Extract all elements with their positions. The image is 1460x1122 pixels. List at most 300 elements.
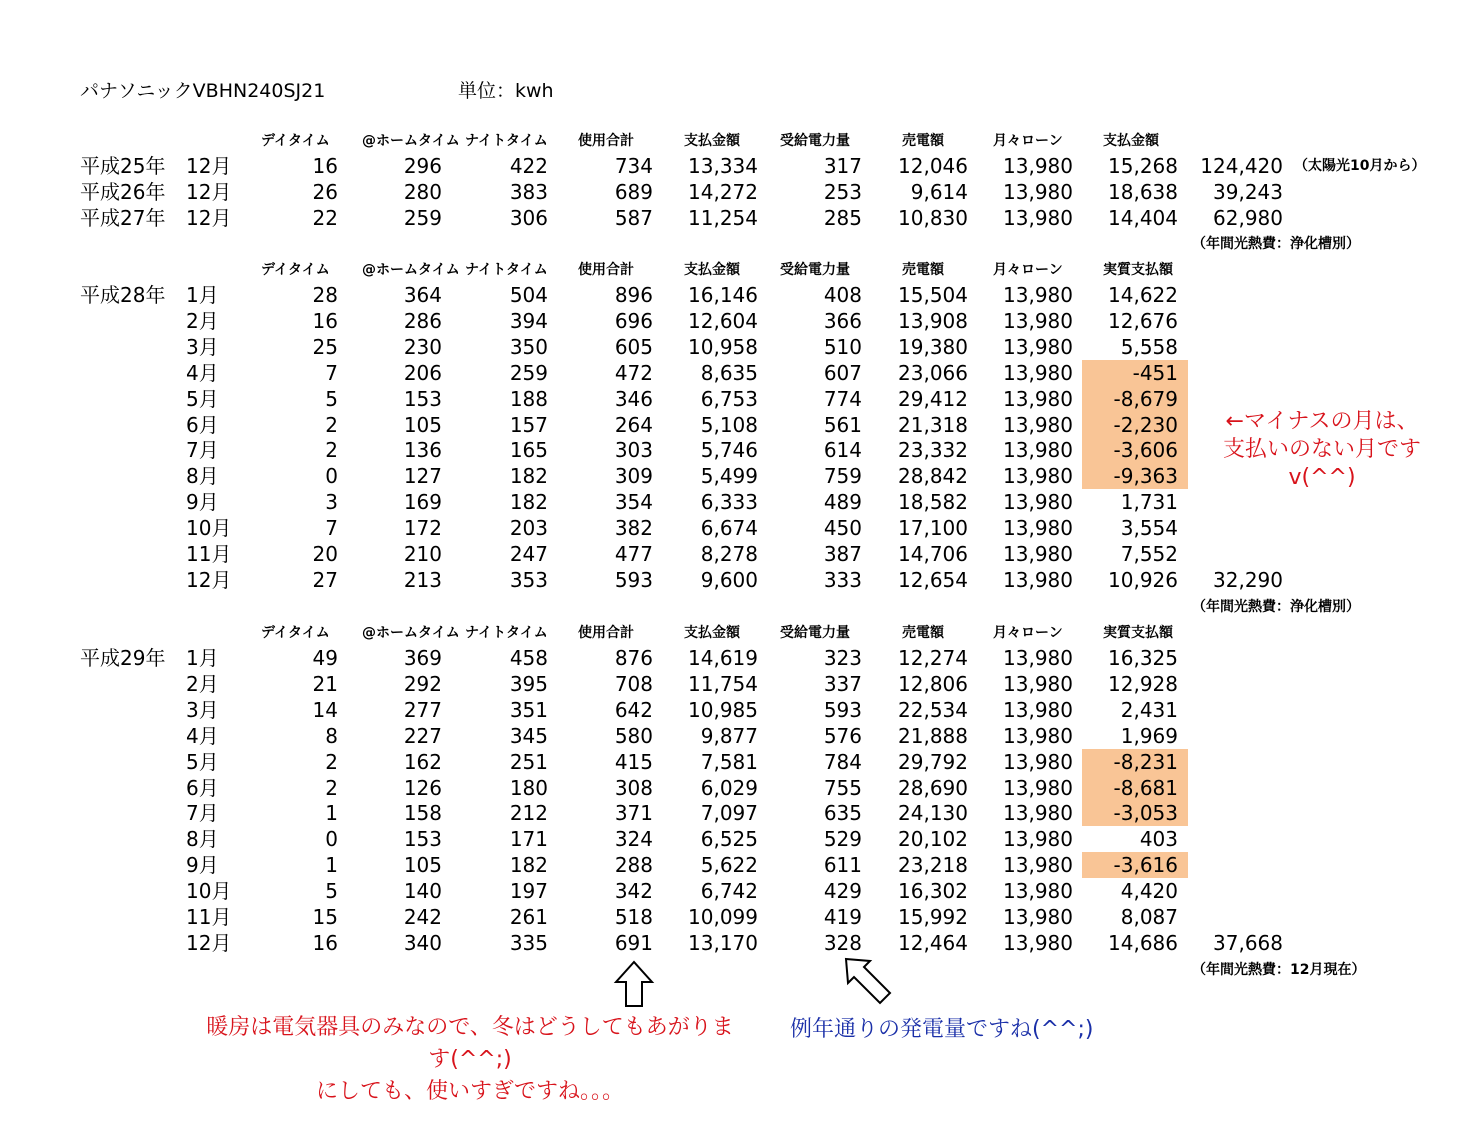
unit-label: 単位：kwh <box>458 80 554 102</box>
table-cell: -3,616 <box>1082 852 1188 878</box>
table-row <box>0 153 1460 179</box>
table-cell: 1,969 <box>1120 723 1178 748</box>
table-cell: 10,958 <box>688 334 758 359</box>
table-cell: 105 <box>403 853 442 878</box>
annual-cost-note: （年間光熱費：浄化槽別） <box>1192 236 1360 252</box>
table-cell: 328 <box>823 930 862 955</box>
table-cell: 9,877 <box>700 723 758 748</box>
table-cell: 16 <box>312 154 338 178</box>
generation-annotation: 例年通りの発電量ですね(^^;) <box>790 1017 1094 1042</box>
table-header-c <box>0 622 1460 644</box>
table-cell: 13,980 <box>1003 879 1073 904</box>
month-label: 5月 <box>186 749 219 774</box>
table-cell: 126 <box>403 775 442 800</box>
table-cell: 876 <box>614 646 653 670</box>
table-row <box>0 826 1460 852</box>
table-cell: 165 <box>509 438 548 463</box>
table-cell: 13,980 <box>1003 360 1073 385</box>
table-cell: 7,097 <box>700 801 758 826</box>
table-cell: 182 <box>509 464 548 489</box>
table-cell: 561 <box>823 412 862 437</box>
table-cell: 12,604 <box>688 308 758 333</box>
row-note: （太陽光10月から） <box>1294 158 1426 174</box>
column-header: 売電額 <box>902 625 944 641</box>
table-cell: 13,980 <box>1003 179 1073 204</box>
table-cell: 213 <box>403 567 442 592</box>
table-cell: 593 <box>823 697 862 722</box>
table-cell: 14,272 <box>688 179 758 204</box>
table-cell: -3,053 <box>1082 800 1188 826</box>
table-cell: 169 <box>403 490 442 515</box>
table-cell: 6,753 <box>700 386 758 411</box>
table-cell: 7,581 <box>700 749 758 774</box>
table-cell: 20,102 <box>898 827 968 852</box>
table-cell: 251 <box>509 749 548 774</box>
month-label: 10月 <box>186 879 232 904</box>
table-cell: -3,606 <box>1082 437 1188 463</box>
column-header: デイタイム <box>261 262 330 278</box>
table-cell: 364 <box>403 283 442 307</box>
column-header: 支払金額 <box>684 625 740 641</box>
table-cell: 27 <box>312 567 338 592</box>
table-cell: 12,654 <box>898 567 968 592</box>
table-row <box>0 282 1460 308</box>
table-cell: 247 <box>509 542 548 566</box>
table-cell: -8,681 <box>1082 775 1188 801</box>
table-cell: 472 <box>614 360 653 385</box>
column-header: @ホームタイム <box>362 625 460 641</box>
table-cell: 366 <box>823 308 862 333</box>
table-cell: 23,332 <box>898 438 968 463</box>
table-cell: 13,980 <box>1003 775 1073 800</box>
table-cell: 13,980 <box>1003 386 1073 411</box>
table-cell: 13,980 <box>1003 905 1073 929</box>
table-cell: 576 <box>823 723 862 748</box>
table-cell: 29,792 <box>898 749 968 774</box>
month-label: 6月 <box>186 775 219 800</box>
table-cell: 14 <box>312 697 338 722</box>
table-cell: 8 <box>325 723 338 748</box>
table-row <box>0 515 1460 541</box>
table-cell: 23,218 <box>898 853 968 878</box>
table-cell: 784 <box>823 749 862 774</box>
table-cell: 689 <box>614 179 653 204</box>
table-cell: 182 <box>509 853 548 878</box>
table-cell: 896 <box>614 283 653 307</box>
month-label: 9月 <box>186 490 219 515</box>
table-cell: 13,980 <box>1003 801 1073 826</box>
table-cell: 408 <box>823 283 862 307</box>
table-cell: 371 <box>614 801 653 826</box>
table-cell: 12,806 <box>898 671 968 696</box>
table-cell: 2,431 <box>1120 697 1178 722</box>
month-label: 5月 <box>186 386 219 411</box>
table-cell: 5,746 <box>700 438 758 463</box>
table-row <box>0 360 1460 386</box>
table-cell: 162 <box>403 749 442 774</box>
table-cell: 16,325 <box>1108 646 1178 670</box>
table-cell: 734 <box>614 154 653 178</box>
year-label: 平成26年 <box>80 179 166 204</box>
table-cell: 153 <box>403 827 442 852</box>
annual-cost-value: 39,243 <box>1213 179 1283 204</box>
table-cell: 394 <box>509 308 548 333</box>
table-cell: 253 <box>823 179 862 204</box>
table-cell: 333 <box>823 567 862 592</box>
diagonal-arrow-icon <box>842 955 894 1007</box>
table-cell: 10,099 <box>688 905 758 929</box>
column-header: 使用合計 <box>578 625 634 641</box>
table-cell: 14,706 <box>898 542 968 566</box>
table-cell: 1 <box>325 801 338 826</box>
column-header: 売電額 <box>902 133 944 149</box>
table-cell: 21,318 <box>898 412 968 437</box>
table-cell: 24,130 <box>898 801 968 826</box>
table-cell: -9,363 <box>1082 463 1188 489</box>
table-cell: 10,830 <box>898 205 968 230</box>
table-cell: 23,066 <box>898 360 968 385</box>
table-row <box>0 334 1460 360</box>
column-header: ナイトタイム <box>465 133 548 149</box>
table-cell: 259 <box>509 360 548 385</box>
table-cell: 350 <box>509 334 548 359</box>
table-cell: 29,412 <box>898 386 968 411</box>
column-header: 実質支払額 <box>1103 262 1173 278</box>
table-cell: 2 <box>325 749 338 774</box>
table-cell: 17,100 <box>898 516 968 541</box>
table-cell: 691 <box>614 930 653 955</box>
month-label: 3月 <box>186 334 219 359</box>
table-cell: 369 <box>403 646 442 670</box>
annual-cost-value: 32,290 <box>1213 567 1283 592</box>
table-cell: 14,404 <box>1108 205 1178 230</box>
table-cell: 382 <box>614 516 653 541</box>
annual-cost-note: （年間光熱費：浄化槽別） <box>1192 599 1360 615</box>
month-label: 12月 <box>186 930 232 955</box>
table-header-a <box>0 130 1460 152</box>
table-cell: 242 <box>403 905 442 929</box>
table-cell: 8,635 <box>700 360 758 385</box>
table-cell: 317 <box>823 154 862 178</box>
table-cell: 5,499 <box>700 464 758 489</box>
table-cell: 13,980 <box>1003 438 1073 463</box>
table-cell: 28,690 <box>898 775 968 800</box>
table-cell: 324 <box>614 827 653 852</box>
table-cell: 489 <box>823 490 862 515</box>
table-cell: 11,254 <box>688 205 758 230</box>
table-cell: 611 <box>823 853 862 878</box>
table-cell: 21 <box>312 671 338 696</box>
table-cell: 15,504 <box>898 283 968 307</box>
table-cell: 337 <box>823 671 862 696</box>
table-cell: 136 <box>403 438 442 463</box>
table-cell: 458 <box>509 646 548 670</box>
table-row <box>0 749 1460 775</box>
month-label: 3月 <box>186 697 219 722</box>
column-header: 実質支払額 <box>1103 625 1173 641</box>
table-cell: 13,170 <box>688 930 758 955</box>
table-cell: 7 <box>325 516 338 541</box>
table-cell: 383 <box>509 179 548 204</box>
annual-cost-value: 62,980 <box>1213 205 1283 230</box>
table-cell: 340 <box>403 930 442 955</box>
table-cell: 188 <box>509 386 548 411</box>
table-row <box>0 930 1460 956</box>
table-row <box>0 489 1460 515</box>
table-row <box>0 904 1460 930</box>
column-header: 月々ローン <box>993 262 1063 278</box>
table-row <box>0 800 1460 826</box>
table-cell: 13,980 <box>1003 205 1073 230</box>
heating-annotation <box>200 1012 740 1108</box>
table-cell: 16 <box>312 930 338 955</box>
table-header-b <box>0 259 1460 281</box>
table-cell: 153 <box>403 386 442 411</box>
month-label: 12月 <box>186 205 232 230</box>
table-cell: 13,980 <box>1003 853 1073 878</box>
table-cell: 180 <box>509 775 548 800</box>
table-row <box>0 205 1460 231</box>
month-label: 7月 <box>186 438 219 463</box>
table-cell: 13,980 <box>1003 697 1073 722</box>
table-cell: 13,980 <box>1003 154 1073 178</box>
table-cell: 127 <box>403 464 442 489</box>
table-cell: 158 <box>403 801 442 826</box>
table-cell: 15,268 <box>1108 154 1178 178</box>
table-cell: 3,554 <box>1120 516 1178 541</box>
table-row <box>0 878 1460 904</box>
table-row <box>0 697 1460 723</box>
table-cell: 353 <box>509 567 548 592</box>
table-cell: 13,980 <box>1003 749 1073 774</box>
table-cell: 14,686 <box>1108 930 1178 955</box>
table-cell: 5,622 <box>700 853 758 878</box>
table-cell: 16,302 <box>898 879 968 904</box>
month-label: 1月 <box>186 646 219 670</box>
table-cell: 335 <box>509 930 548 955</box>
month-label: 12月 <box>186 567 232 592</box>
table-cell: 210 <box>403 542 442 566</box>
column-header: 月々ローン <box>993 133 1063 149</box>
month-label: 11月 <box>186 542 232 566</box>
table-cell: 10,985 <box>688 697 758 722</box>
table-cell: 21,888 <box>898 723 968 748</box>
table-cell: 12,464 <box>898 930 968 955</box>
table-cell: 182 <box>509 490 548 515</box>
table-cell: 13,980 <box>1003 308 1073 333</box>
table-cell: 580 <box>614 723 653 748</box>
month-label: 12月 <box>186 154 232 178</box>
table-cell: 529 <box>823 827 862 852</box>
month-label: 9月 <box>186 853 219 878</box>
table-cell: 5 <box>325 879 338 904</box>
table-cell: 18,638 <box>1108 179 1178 204</box>
table-cell: 429 <box>823 879 862 904</box>
table-cell: 755 <box>823 775 862 800</box>
table-cell: 49 <box>312 646 338 670</box>
table-cell: 13,980 <box>1003 646 1073 670</box>
table-cell: 13,980 <box>1003 516 1073 541</box>
table-cell: 277 <box>403 697 442 722</box>
table-cell: 308 <box>614 775 653 800</box>
table-cell: 292 <box>403 671 442 696</box>
table-row <box>0 645 1460 671</box>
column-header: 支払金額 <box>1103 133 1159 149</box>
table-cell: 345 <box>509 723 548 748</box>
column-header: 受給電力量 <box>780 625 850 641</box>
table-cell: 18,582 <box>898 490 968 515</box>
table-cell: 1,731 <box>1120 490 1178 515</box>
table-cell: 419 <box>823 905 862 929</box>
table-cell: 6,742 <box>700 879 758 904</box>
table-cell: 415 <box>614 749 653 774</box>
table-cell: 171 <box>509 827 548 852</box>
negative-month-annotation <box>1222 408 1422 492</box>
table-cell: 6,029 <box>700 775 758 800</box>
table-row <box>0 179 1460 205</box>
table-cell: 593 <box>614 567 653 592</box>
table-cell: 342 <box>614 879 653 904</box>
table-cell: 354 <box>614 490 653 515</box>
column-header: @ホームタイム <box>362 262 460 278</box>
table-cell: 26 <box>312 179 338 204</box>
table-cell: 9,600 <box>700 567 758 592</box>
table-cell: 614 <box>823 438 862 463</box>
column-header: ナイトタイム <box>465 262 548 278</box>
table-cell: 2 <box>325 412 338 437</box>
table-cell: 13,980 <box>1003 283 1073 307</box>
annual-cost-note: （年間光熱費：12月現在） <box>1192 962 1366 978</box>
month-label: 4月 <box>186 360 219 385</box>
table-cell: 105 <box>403 412 442 437</box>
table-cell: 642 <box>614 697 653 722</box>
table-cell: 5,558 <box>1120 334 1178 359</box>
table-row <box>0 775 1460 801</box>
table-cell: 4,420 <box>1120 879 1178 904</box>
month-label: 2月 <box>186 671 219 696</box>
column-header: 売電額 <box>902 262 944 278</box>
table-cell: 296 <box>403 154 442 178</box>
column-header: デイタイム <box>261 625 330 641</box>
year-label: 平成29年 <box>80 646 166 670</box>
annotation-line: ←マイナスの月は、 <box>1225 409 1419 434</box>
document-title: パナソニックVBHN240SJ21 <box>80 80 326 102</box>
table-cell: 504 <box>509 283 548 307</box>
month-label: 10月 <box>186 516 232 541</box>
table-cell: -8,231 <box>1082 749 1188 775</box>
table-cell: 261 <box>509 905 548 929</box>
annual-cost-value: 124,420 <box>1200 154 1283 178</box>
table-cell: 2 <box>325 438 338 463</box>
column-header: ナイトタイム <box>465 625 548 641</box>
table-cell: 387 <box>823 542 862 566</box>
column-header: 使用合計 <box>578 133 634 149</box>
table-cell: 22,534 <box>898 697 968 722</box>
table-cell: 774 <box>823 386 862 411</box>
month-label: 1月 <box>186 283 219 307</box>
table-cell: 12,928 <box>1108 671 1178 696</box>
table-cell: 696 <box>614 308 653 333</box>
table-cell: 15 <box>312 905 338 929</box>
table-cell: 8,087 <box>1120 905 1178 929</box>
table-cell: 7 <box>325 360 338 385</box>
table-cell: 13,980 <box>1003 464 1073 489</box>
table-cell: 0 <box>325 827 338 852</box>
table-cell: 13,980 <box>1003 723 1073 748</box>
table-cell: 607 <box>823 360 862 385</box>
table-cell: 13,908 <box>898 308 968 333</box>
column-header: @ホームタイム <box>362 133 460 149</box>
year-label: 平成28年 <box>80 283 166 307</box>
table-cell: 14,619 <box>688 646 758 670</box>
table-cell: 587 <box>614 205 653 230</box>
table-cell: 19,380 <box>898 334 968 359</box>
column-header: 受給電力量 <box>780 133 850 149</box>
month-label: 6月 <box>186 412 219 437</box>
table-cell: 172 <box>403 516 442 541</box>
month-label: 12月 <box>186 179 232 204</box>
table-cell: -8,679 <box>1082 386 1188 412</box>
table-cell: 3 <box>325 490 338 515</box>
table-cell: 14,622 <box>1108 283 1178 307</box>
table-cell: 635 <box>823 801 862 826</box>
table-cell: 25 <box>312 334 338 359</box>
table-cell: 286 <box>403 308 442 333</box>
table-cell: 28 <box>312 283 338 307</box>
table-cell: 140 <box>403 879 442 904</box>
table-cell: 16 <box>312 308 338 333</box>
table-row <box>0 723 1460 749</box>
table-cell: 9,614 <box>910 179 968 204</box>
table-row <box>0 852 1460 878</box>
table-cell: 288 <box>614 853 653 878</box>
table-cell: 7,552 <box>1120 542 1178 566</box>
table-row <box>0 567 1460 593</box>
table-cell: 2 <box>325 775 338 800</box>
table-cell: 13,980 <box>1003 412 1073 437</box>
table-cell: 157 <box>509 412 548 437</box>
table-cell: 8,278 <box>700 542 758 566</box>
table-cell: 13,980 <box>1003 671 1073 696</box>
month-label: 4月 <box>186 723 219 748</box>
table-row <box>0 671 1460 697</box>
table-cell: 303 <box>614 438 653 463</box>
table-cell: 28,842 <box>898 464 968 489</box>
column-header: 受給電力量 <box>780 262 850 278</box>
table-cell: 16,146 <box>688 283 758 307</box>
table-cell: 20 <box>312 542 338 566</box>
table-cell: 13,980 <box>1003 930 1073 955</box>
month-label: 2月 <box>186 308 219 333</box>
column-header: デイタイム <box>261 133 330 149</box>
table-cell: 212 <box>509 801 548 826</box>
table-cell: 13,334 <box>688 154 758 178</box>
table-cell: 5 <box>325 386 338 411</box>
table-cell: 22 <box>312 205 338 230</box>
table-cell: 11,754 <box>688 671 758 696</box>
table-cell: 306 <box>509 205 548 230</box>
table-cell: 422 <box>509 154 548 178</box>
column-header: 月々ローン <box>993 625 1063 641</box>
up-arrow-icon <box>612 960 656 1008</box>
month-label: 8月 <box>186 827 219 852</box>
annotation-line: 支払いのない月ですv(^^) <box>1222 437 1421 490</box>
table-row <box>0 308 1460 334</box>
column-header: 支払金額 <box>684 133 740 149</box>
table-cell: 13,980 <box>1003 567 1073 592</box>
month-label: 8月 <box>186 464 219 489</box>
year-label: 平成25年 <box>80 154 166 178</box>
